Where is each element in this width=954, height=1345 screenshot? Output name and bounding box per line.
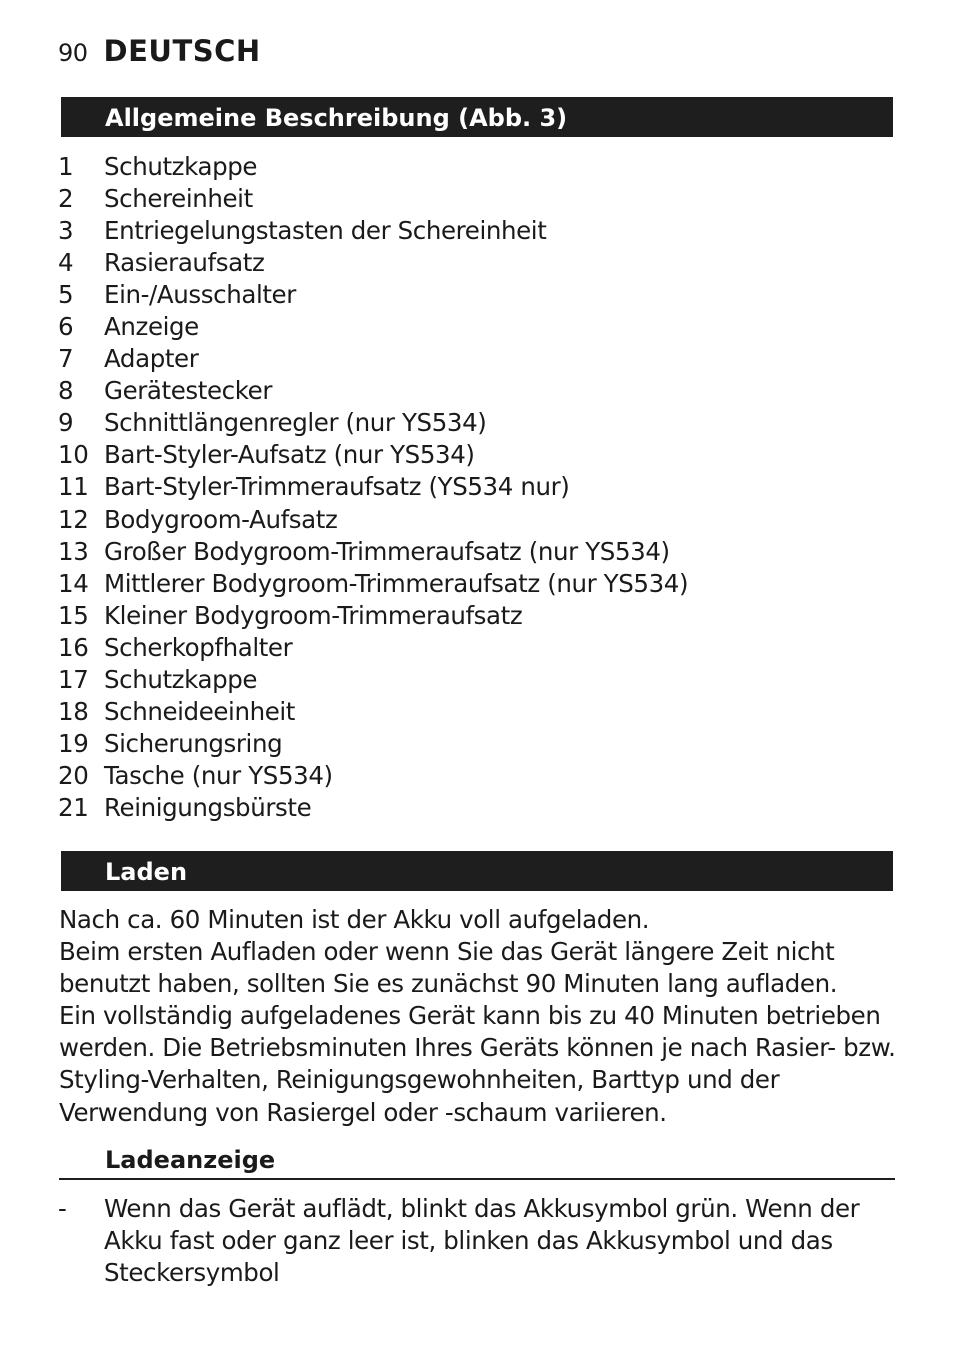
bullet-text: Wenn das Gerät auflädt, blinkt das Akkusymbol grün. Wenn der Akku fast oder ganz leer ist, blinken das Akkusymbol und das Steckersymbol xyxy=(104,1194,860,1288)
item-number: 13 xyxy=(58,536,89,566)
item-number: 6 xyxy=(58,312,74,342)
page-number: 90 xyxy=(58,39,88,67)
item-number: 3 xyxy=(58,216,74,246)
item-label: Anzeige xyxy=(104,312,199,342)
charging-text xyxy=(59,904,899,1129)
item-label: Gerätestecker xyxy=(104,376,272,406)
item-number: 1 xyxy=(58,152,74,181)
item-label: Schutzkappe xyxy=(104,152,258,181)
item-label: Reinigungsbürste xyxy=(104,792,312,822)
item-label: Mittlerer Bodygroom-Trimmeraufsatz (nur YS534) xyxy=(104,568,689,598)
list-item xyxy=(58,183,688,215)
list-item xyxy=(58,600,688,632)
list-item xyxy=(58,760,688,792)
section-heading-description: Allgemeine Beschreibung (Abb. 3) xyxy=(61,97,893,137)
item-number: 20 xyxy=(58,760,89,790)
item-label: Schutzkappe xyxy=(104,664,258,694)
paragraph: Nach ca. 60 Minuten ist der Akku voll aufgeladen. xyxy=(59,905,650,934)
item-label: Bart-Styler-Trimmeraufsatz (YS534 nur) xyxy=(104,472,570,502)
item-number: 12 xyxy=(58,504,89,534)
paragraph: Beim ersten Aufladen oder wenn Sie das Gerät längere Zeit nicht benutzt haben, sollten Sie es zunächst 90 Minuten lang aufladen. xyxy=(59,937,838,999)
list-item xyxy=(58,375,688,407)
list-item xyxy=(58,536,688,568)
item-number: 19 xyxy=(58,728,89,758)
item-label: Entriegelungstasten der Schereinheit xyxy=(104,216,547,246)
list-item xyxy=(58,504,688,536)
parts-list xyxy=(58,151,688,824)
bullet-marker: - xyxy=(58,1194,67,1223)
item-label: Schneideeinheit xyxy=(104,696,296,726)
list-item xyxy=(58,471,688,503)
item-label: Adapter xyxy=(104,344,199,374)
list-item xyxy=(58,568,688,600)
item-number: 10 xyxy=(58,440,89,470)
item-label: Bart-Styler-Aufsatz (nur YS534) xyxy=(104,440,475,470)
item-label: Ein-/Ausschalter xyxy=(104,280,296,310)
item-number: 15 xyxy=(58,600,89,630)
bullet-list xyxy=(58,1193,898,1289)
list-item xyxy=(58,343,688,375)
page-header xyxy=(58,34,261,74)
list-item xyxy=(58,279,688,311)
item-number: 8 xyxy=(58,376,74,406)
list-item xyxy=(58,696,688,728)
item-label: Scherkopfhalter xyxy=(104,632,293,662)
item-number: 21 xyxy=(58,792,89,822)
item-label: Rasieraufsatz xyxy=(104,248,265,278)
list-item xyxy=(58,407,688,439)
item-label: Sicherungsring xyxy=(104,728,283,758)
list-item xyxy=(58,151,688,183)
item-number: 14 xyxy=(58,568,89,598)
item-number: 2 xyxy=(58,184,74,214)
item-label: Bodygroom-Aufsatz xyxy=(104,504,338,534)
item-number: 5 xyxy=(58,280,74,310)
item-number: 9 xyxy=(58,408,74,438)
item-label: Kleiner Bodygroom-Trimmeraufsatz xyxy=(104,600,523,630)
list-item xyxy=(58,632,688,664)
list-item xyxy=(58,311,688,343)
paragraph: Ein vollständig aufgeladenes Gerät kann bis zu 40 Minuten betrieben werden. Die Betriebsminuten Ihres Geräts können je nach Rasier- bzw. Styling-Verhalten, Reinigungsgewohnheiten, Barttyp und der Verwendung von Rasiergel oder -schaum variieren. xyxy=(59,1001,896,1127)
list-item xyxy=(58,439,688,471)
item-number: 11 xyxy=(58,472,89,502)
item-number: 16 xyxy=(58,632,89,662)
bullet-item xyxy=(58,1193,898,1289)
item-label: Schereinheit xyxy=(104,184,253,214)
item-number: 4 xyxy=(58,248,74,278)
item-number: 7 xyxy=(58,344,74,374)
list-item xyxy=(58,792,688,824)
subsection-heading-charge-indicator: Ladeanzeige xyxy=(59,1142,895,1180)
section-heading-charging: Laden xyxy=(61,851,893,891)
item-label: Schnittlängenregler (nur YS534) xyxy=(104,408,487,438)
list-item xyxy=(58,247,688,279)
item-label: Großer Bodygroom-Trimmeraufsatz (nur YS534) xyxy=(104,536,670,566)
language-title: DEUTSCH xyxy=(103,34,261,68)
list-item xyxy=(58,215,688,247)
item-number: 18 xyxy=(58,696,89,726)
item-number: 17 xyxy=(58,664,89,694)
list-item xyxy=(58,728,688,760)
list-item xyxy=(58,664,688,696)
item-label: Tasche (nur YS534) xyxy=(104,760,333,790)
